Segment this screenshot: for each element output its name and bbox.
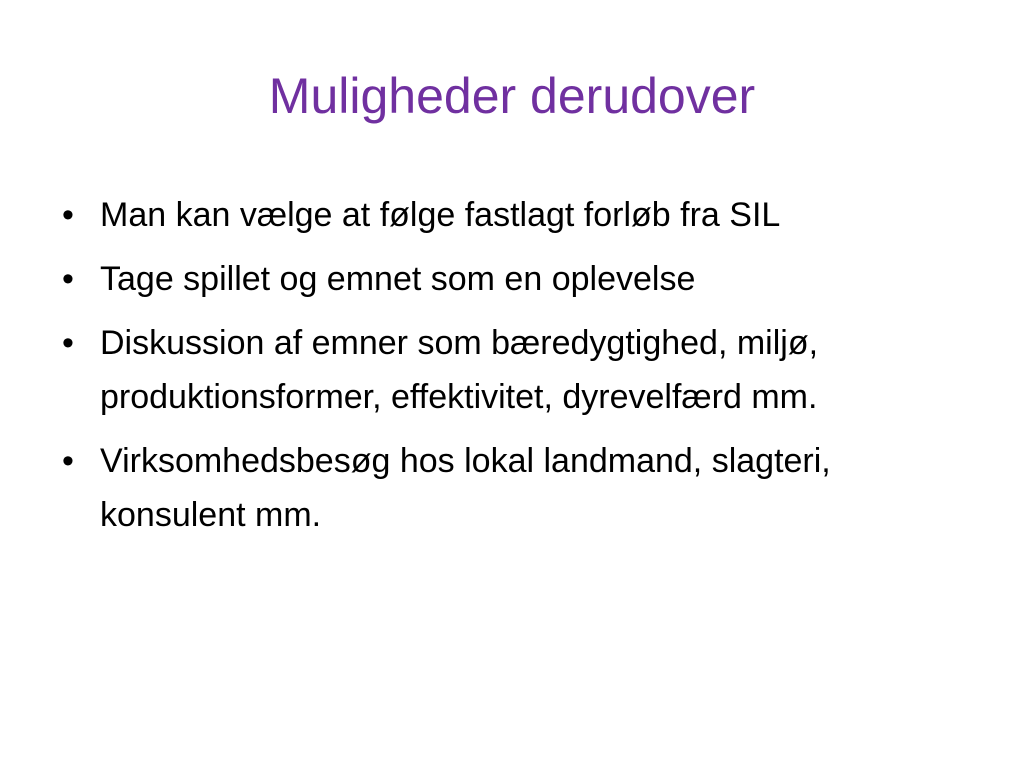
bullet-text: Diskussion af emner som bæredygtighed, miljø, produktionsformer, effektivitet, dyrevelfærd mm. [100, 324, 819, 416]
bullet-icon: • [62, 324, 74, 362]
bullet-text: Tage spillet og emnet som en oplevelse [100, 260, 696, 298]
bullet-text: Virksomhedsbesøg hos lokal landmand, slagteri, konsulent mm. [100, 442, 831, 534]
bullet-icon: • [62, 442, 74, 480]
bullet-item-follow-course [58, 188, 958, 242]
bullet-item-experience [58, 252, 958, 306]
slide-title: Muligheder derudover [268, 68, 756, 124]
bullet-item-discussion [58, 316, 958, 424]
bullet-text: Man kan vælge at følge fastlagt forløb fra SIL [100, 196, 781, 234]
bullet-item-company-visit [58, 434, 958, 542]
bullet-list [58, 188, 958, 542]
bullet-icon: • [62, 196, 74, 234]
bullet-icon: • [62, 260, 74, 298]
